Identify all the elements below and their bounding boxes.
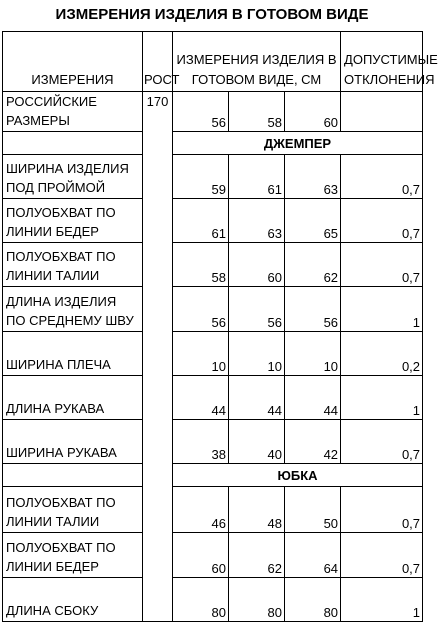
section-header-skirt [3, 464, 423, 487]
row-label: ДЛИНА РУКАВА [3, 376, 143, 420]
header-tolerance: ДОПУСТИМЫЕ ОТКЛОНЕНИЯ [341, 32, 423, 92]
page-title: ИЗМЕРЕНИЯ ИЗДЕЛИЯ В ГОТОВОМ ВИДЕ [55, 6, 369, 23]
cell-value: 10 [229, 332, 285, 376]
row-label: ШИРИНА ПЛЕЧА [3, 332, 143, 376]
cell-value: 48 [229, 487, 285, 533]
size-1: 56 [173, 92, 229, 132]
row-label: ПОЛУОБХВАТ ПО ЛИНИИ БЕДЕР [3, 533, 143, 578]
cell-value: 40 [229, 420, 285, 464]
table-row [3, 155, 423, 199]
cell-tolerance: 0,7 [341, 155, 423, 199]
table-row [3, 243, 423, 287]
sizes-label: РОССИЙСКИЕ РАЗМЕРЫ [3, 92, 143, 132]
cell-tolerance: 0,2 [341, 332, 423, 376]
measurements-table [2, 31, 438, 622]
header-finished-measurements: ИЗМЕРЕНИЯ ИЗДЕЛИЯ В ГОТОВОМ ВИДЕ, СМ [173, 32, 341, 92]
row-label: ШИРИНА ИЗДЕЛИЯ ПОД ПРОЙМОЙ [3, 155, 143, 199]
cell-value: 80 [173, 578, 229, 622]
row-label: ДЛИНА ИЗДЕЛИЯ ПО СРЕДНЕМУ ШВУ [3, 287, 143, 332]
header-measurements: ИЗМЕРЕНИЯ [3, 32, 143, 92]
cell-tolerance: 0,7 [341, 420, 423, 464]
cell-value: 50 [285, 487, 341, 533]
row-label: ПОЛУОБХВАТ ПО ЛИНИИ БЕДЕР [3, 199, 143, 243]
cell-value: 62 [285, 243, 341, 287]
cell-value: 65 [285, 199, 341, 243]
cell-value: 44 [229, 376, 285, 420]
cell-value: 38 [173, 420, 229, 464]
cell-tolerance: 0,7 [341, 487, 423, 533]
cell-tolerance: 0,7 [341, 243, 423, 287]
section-title: ЮБКА [173, 464, 423, 487]
section-header-jumper [3, 132, 423, 155]
table-row [3, 332, 423, 376]
cell-value: 58 [173, 243, 229, 287]
table-row [3, 487, 423, 533]
table-row [3, 287, 423, 332]
cell-value: 60 [173, 533, 229, 578]
size-2: 58 [229, 92, 285, 132]
cell-value: 62 [229, 533, 285, 578]
table-row [3, 420, 423, 464]
cell-value: 56 [229, 287, 285, 332]
cell-tolerance: 0,7 [341, 533, 423, 578]
table-row [3, 376, 423, 420]
cell-tolerance: 1 [341, 376, 423, 420]
cell-value: 44 [285, 376, 341, 420]
row-label: ДЛИНА СБОКУ [3, 578, 143, 622]
cell-value: 61 [173, 199, 229, 243]
cell-value: 59 [173, 155, 229, 199]
cell-value: 10 [285, 332, 341, 376]
table-row [3, 533, 423, 578]
cell-value: 56 [285, 287, 341, 332]
cell-value: 42 [285, 420, 341, 464]
cell-tolerance: 1 [341, 578, 423, 622]
cell-value: 44 [173, 376, 229, 420]
height-value: 170 [143, 92, 173, 622]
cell-tolerance: 1 [341, 287, 423, 332]
section-title: ДЖЕМПЕР [173, 132, 423, 155]
cell-value: 80 [229, 578, 285, 622]
table-row [3, 199, 423, 243]
cell-value: 63 [285, 155, 341, 199]
cell-value: 61 [229, 155, 285, 199]
table-header-row [3, 32, 423, 92]
cell-value: 60 [229, 243, 285, 287]
cell-value: 64 [285, 533, 341, 578]
cell-value: 56 [173, 287, 229, 332]
cell-tolerance: 0,7 [341, 199, 423, 243]
cell-value: 63 [229, 199, 285, 243]
row-label: ПОЛУОБХВАТ ПО ЛИНИИ ТАЛИИ [3, 243, 143, 287]
cell-value: 10 [173, 332, 229, 376]
table-row [3, 578, 423, 622]
size-3: 60 [285, 92, 341, 132]
header-height: РОСТ [143, 32, 173, 92]
row-label: ПОЛУОБХВАТ ПО ЛИНИИ ТАЛИИ [3, 487, 143, 533]
row-label: ШИРИНА РУКАВА [3, 420, 143, 464]
cell-value: 80 [285, 578, 341, 622]
cell-value: 46 [173, 487, 229, 533]
sizes-row [3, 92, 423, 132]
